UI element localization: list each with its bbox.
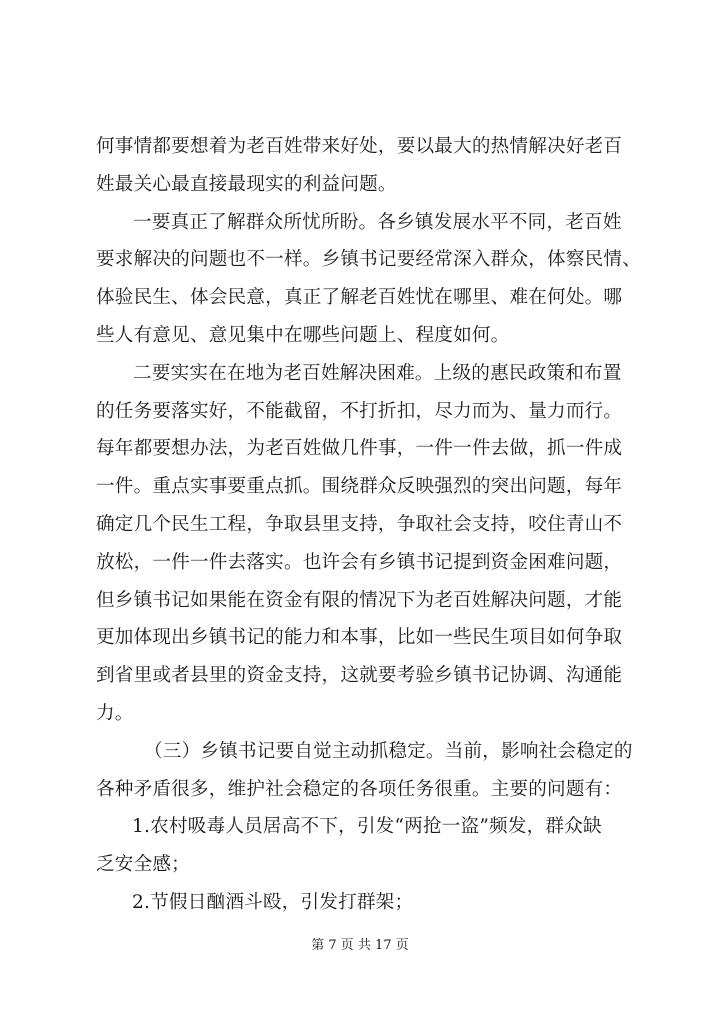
text-line: 要求解决的问题也不一样。乡镇书记要经常深入群众，体察民情、 (96, 249, 642, 271)
text-line: 但乡镇书记如果能在资金有限的情况下为老百姓解决问题，才能 (96, 589, 623, 611)
page-number-label: 第 7 页 共 17 页 (311, 938, 409, 953)
text-line: 各种矛盾很多，维护社会稳定的各项任务很重。主要的问题有： (96, 778, 623, 800)
text-line: 更加体现出乡镇书记的能力和本事，比如一些民生项目如何争取 (96, 627, 623, 649)
paragraph-start-line: 一要真正了解群众所忧所盼。各乡镇发展水平不同，老百姓 (133, 211, 622, 233)
section-heading-line: （三）乡镇书记要自觉主动抓稳定。当前，影响社会稳定的 (144, 740, 633, 762)
text-line: 到省里或者县里的资金支持，这就要考验乡镇书记协调、沟通能 (96, 665, 623, 687)
document-body (96, 128, 656, 922)
text-line: 每年都要想办法，为老百姓做几件事，一件一件去做，抓一件成 (96, 438, 623, 460)
text-line: 些人有意见、意见集中在哪些问题上、程度如何。 (96, 324, 510, 346)
page-footer (0, 936, 720, 956)
paragraph-start-line: 二要实实在在地为老百姓解决困难。上级的惠民政策和布置 (133, 362, 622, 384)
text-line: 一件。重点实事要重点抓。围绕群众反映强烈的突出问题，每年 (96, 476, 623, 498)
list-item-line: 2.节假日酗酒斗殴，引发打群架； (132, 891, 414, 913)
list-item-line: 1.农村吸毒人员居高不下，引发“两抢一盗”频发，群众缺 (132, 816, 602, 838)
text-line: 的任务要落实好，不能截留，不打折扣，尽力而为、量力而行。 (96, 400, 623, 422)
text-line: 乏安全感； (96, 854, 190, 876)
text-line: 力。 (96, 702, 134, 724)
text-line: 何事情都要想着为老百姓带来好处，要以最大的热情解决好老百 (96, 136, 623, 157)
text-line: 姓最关心最直接最现实的利益问题。 (96, 173, 397, 195)
text-line: 放松，一件一件去落实。也许会有乡镇书记提到资金困难问题， (96, 551, 623, 573)
text-line: 体验民生、体会民意，真正了解老百姓忧在哪里、难在何处。哪 (96, 287, 623, 309)
text-line: 确定几个民生工程，争取县里支持，争取社会支持，咬住青山不 (96, 513, 623, 535)
